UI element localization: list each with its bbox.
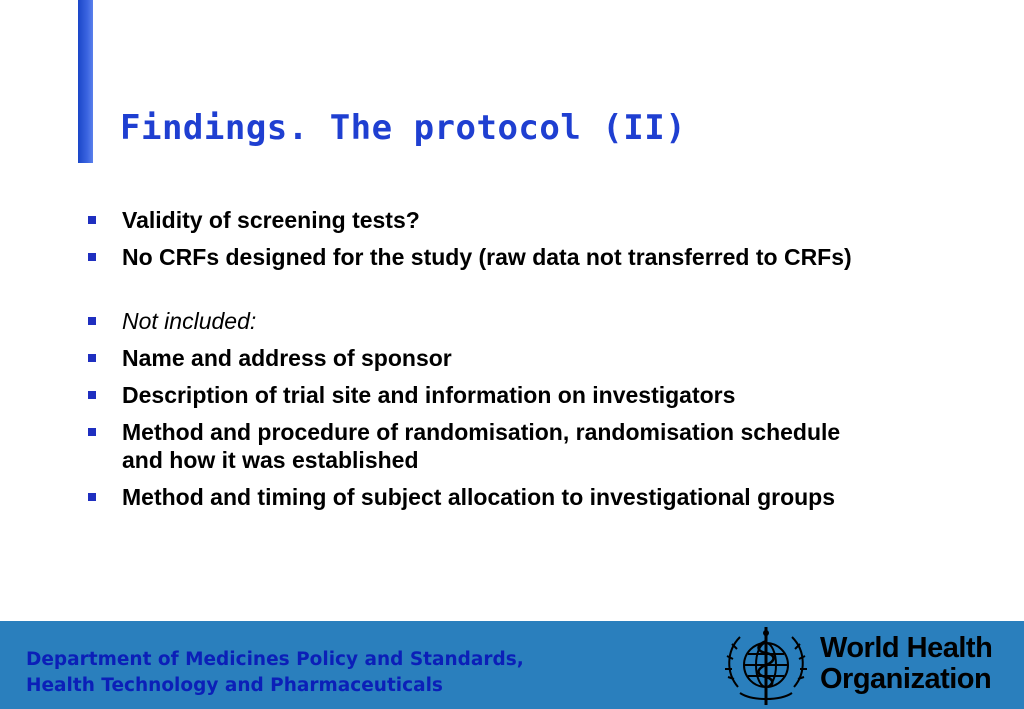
slide-title: Findings. The protocol (II) <box>120 108 687 148</box>
bullet-text: Not included: <box>122 308 257 334</box>
bullet-item <box>88 307 988 335</box>
who-logo <box>716 621 1016 709</box>
who-name-line-1: World Health <box>820 632 993 664</box>
square-bullet-icon <box>88 253 96 261</box>
bullet-item <box>88 381 988 409</box>
bullet-text: Method and timing of subject allocation to investigational groups <box>122 484 836 510</box>
bullet-text: No CRFs designed for the study (raw data not transferred to CRFs) <box>122 244 852 270</box>
bullet-list <box>88 206 988 520</box>
footer-bar <box>0 621 1024 709</box>
bullet-item <box>88 344 988 372</box>
who-emblem-icon <box>718 621 814 709</box>
bullet-item <box>88 243 988 271</box>
who-name-line-2: Organization <box>820 663 992 695</box>
square-bullet-icon <box>88 391 96 399</box>
bullet-text: Name and address of sponsor <box>122 345 452 371</box>
department-name <box>26 647 524 699</box>
square-bullet-icon <box>88 354 96 362</box>
bullet-text: Validity of screening tests? <box>122 207 420 233</box>
bullet-item <box>88 206 988 234</box>
department-line-2: Health Technology and Pharmaceuticals <box>26 675 443 696</box>
square-bullet-icon <box>88 317 96 325</box>
bullet-text: Description of trial site and information on investigators <box>122 382 736 408</box>
bullet-item <box>88 418 862 474</box>
who-wordmark <box>820 633 992 695</box>
square-bullet-icon <box>88 493 96 501</box>
bullet-text: Method and procedure of randomisation, randomisation schedule and how it was established <box>122 419 841 473</box>
square-bullet-icon <box>88 216 96 224</box>
department-line-1: Department of Medicines Policy and Standards, <box>26 649 524 670</box>
title-accent-bar <box>78 0 93 163</box>
square-bullet-icon <box>88 428 96 436</box>
bullet-item <box>88 483 988 511</box>
